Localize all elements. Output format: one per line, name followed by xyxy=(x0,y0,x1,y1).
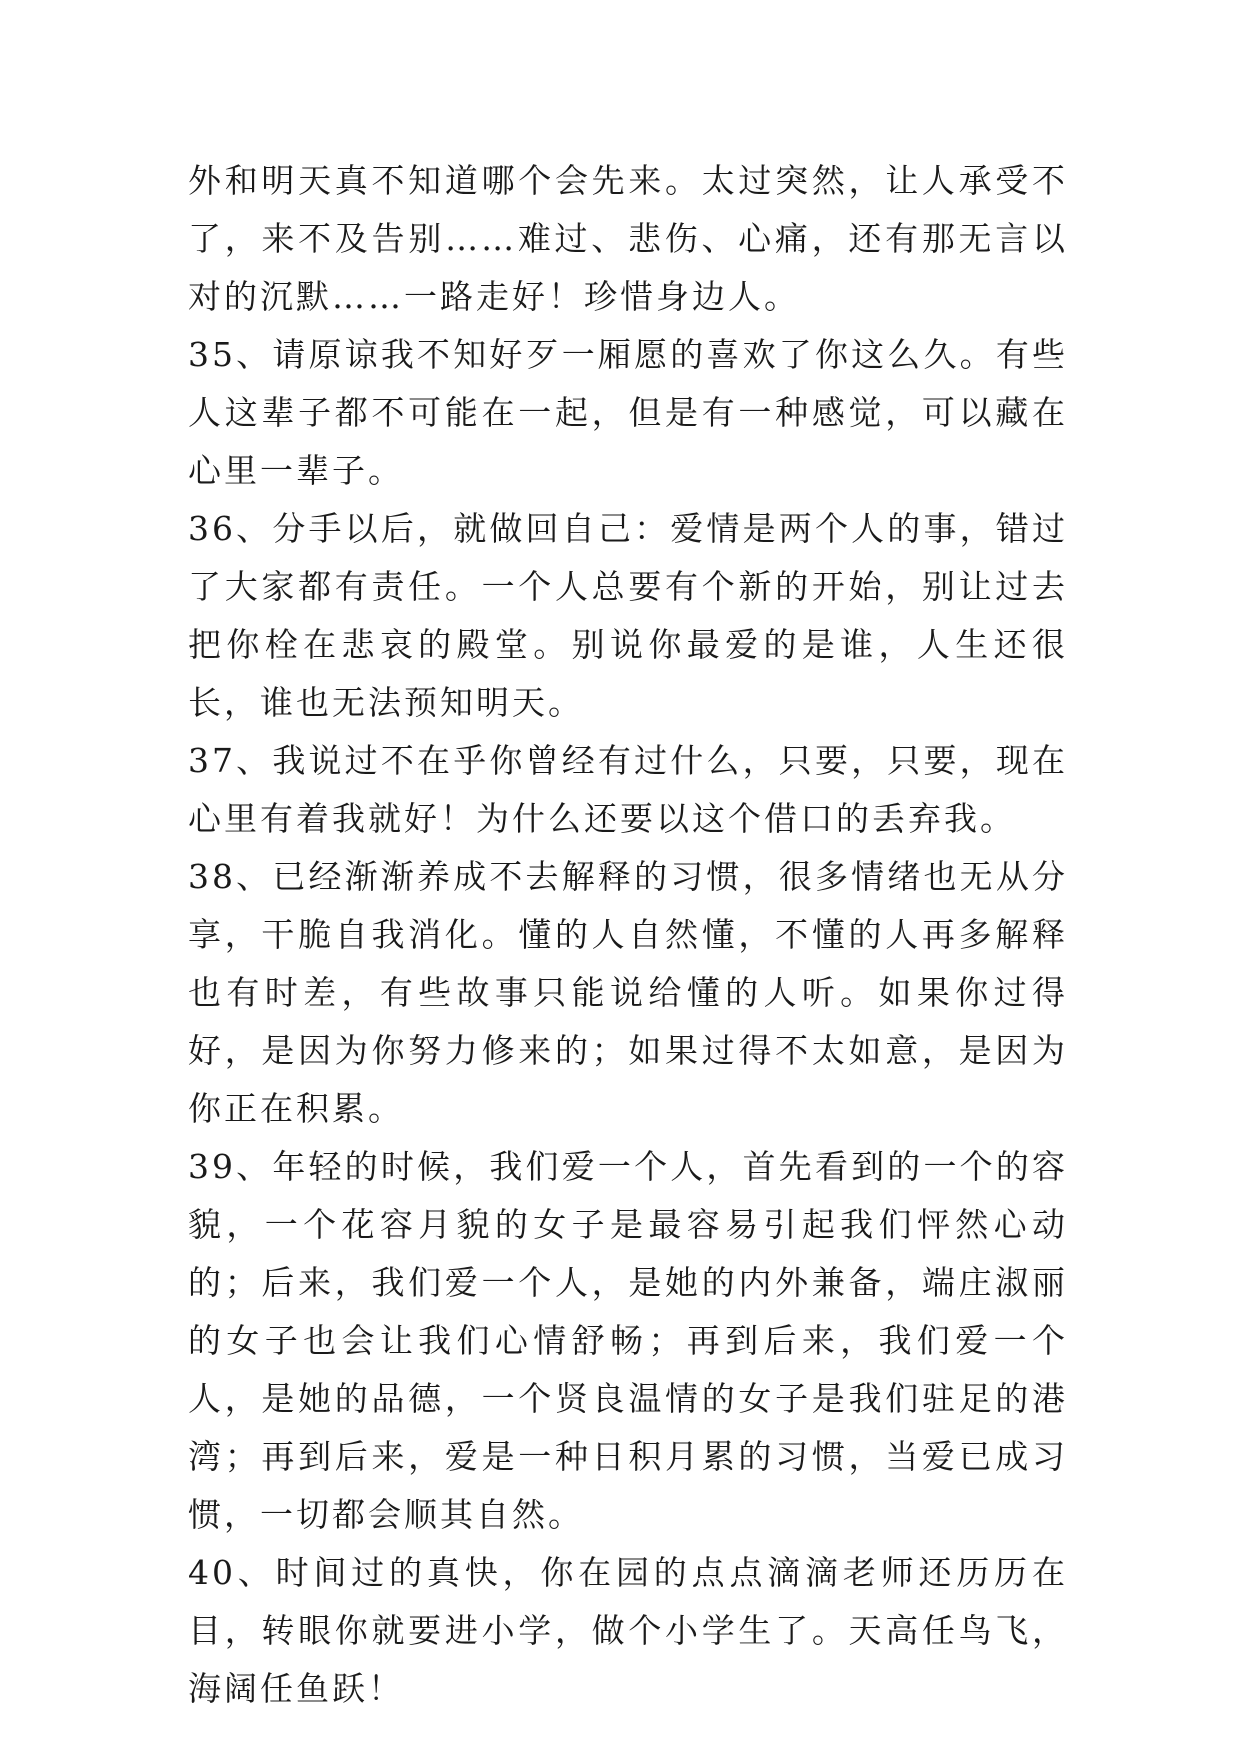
paragraph-35: 35、请原谅我不知好歹一厢愿的喜欢了你这么久。有些人这辈子都不可能在一起，但是有一种感觉，可以藏在心里一辈子。 xyxy=(188,335,1068,490)
paragraph-40: 40、时间过的真快，你在园的点点滴滴老师还历历在目，转眼你就要进小学，做个小学生了。天高任鸟飞，海阔任鱼跃！ xyxy=(188,1553,1068,1708)
paragraph-continued: 外和明天真不知道哪个会先来。太过突然，让人承受不了，来不及告别……难过、悲伤、心痛，还有那无言以对的沉默……一路走好！珍惜身边人。 xyxy=(188,161,1068,316)
paragraph-36: 36、分手以后，就做回自己：爱情是两个人的事，错过了大家都有责任。一个人总要有个新的开始，别让过去把你栓在悲哀的殿堂。别说你最爱的是谁，人生还很长，谁也无法预知明天。 xyxy=(188,509,1068,722)
paragraph-39: 39、年轻的时候，我们爱一个人，首先看到的一个的容貌，一个花容月貌的女子是最容易引起我们怦然心动的；后来，我们爱一个人，是她的内外兼备，端庄淑丽的女子也会让我们心情舒畅；再到后来，我们爱一个人，是她的品德，一个贤良温情的女子是我们驻足的港湾；再到后来，爱是一种日积月累的习惯，当爱已成习惯，一切都会顺其自然。 xyxy=(188,1147,1068,1534)
paragraph-38: 38、已经渐渐养成不去解释的习惯，很多情绪也无从分享，干脆自我消化。懂的人自然懂，不懂的人再多解释也有时差，有些故事只能说给懂的人听。如果你过得好，是因为你努力修来的；如果过得不太如意，是因为你正在积累。 xyxy=(188,857,1068,1128)
paragraph-37: 37、我说过不在乎你曾经有过什么，只要，只要，现在心里有着我就好！为什么还要以这个借口的丢弃我。 xyxy=(188,741,1068,838)
document-body xyxy=(188,152,1068,1718)
